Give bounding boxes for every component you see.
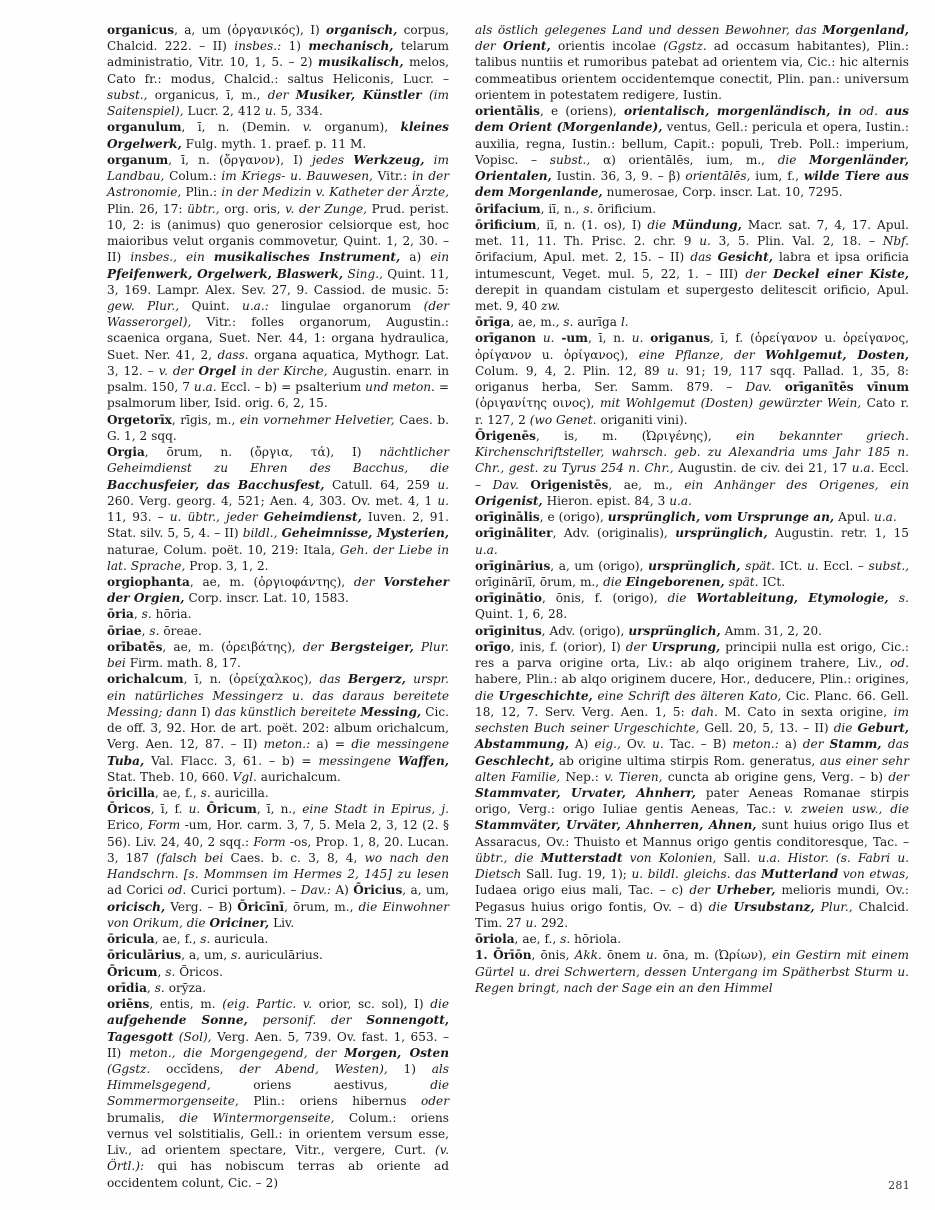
- dictionary-entry-oria: ōria, s. hōria.: [107, 607, 192, 622]
- dictionary-entry-orifacium: ōrifacium, iī, n., s. ōrificium.: [475, 201, 657, 216]
- dictionary-entry-origa: ōrīga, ae, m., s. aurīga l.: [475, 315, 629, 330]
- dictionary-entry-originarius: orīginārius, a, um (origo), ursprünglich, spät. ICt. u. Eccl. – subst., orīgināriī, ōrum, m., die Eingeborenen, spät. ICt.: [475, 558, 910, 589]
- dictionary-entry-oricilla: ōricilla, ae, f., s. auricilla.: [107, 786, 269, 801]
- dictionary-entry-organicus: organicus, a, um (ὀργανικός), I) organisch, corpus, Chalcid. 222. – II) insbes.: 1) mechanisch, telarum administratio, Vitr. 10, 1, 5. – 2) musikalisch, melos, Cato fr.: modus, Chalcid.: saltus Heliconis, Lucr. – subst., organicus, ī, m., der Musiker, Künstler (im Saitenspiel), Lucr. 2, 412 u. 5, 334.: [107, 23, 450, 119]
- dictionary-entry-orichalcum: orichalcum, ī, n. (ὀρείχαλκος), das Bergerz, urspr. ein natürliches Messingerz u. das daraus bereitete Messing; dann I) das künstlich bereitete Messing, Cic. de off. 3, 92. Hor. de art. poët. 202: album orichalcum, Verg. Aen. 12, 87. – II) meton.: a) = die messingene Tuba, Val. Flacc. 3, 61. – b) = messingene Waffen, Stat. Theb. 10, 660. Vgl. aurichalcum.: [107, 672, 450, 784]
- dictionary-entry-organulum: organulum, ī, n. (Demin. v. organum), kleines Orgelwerk, Fulg. myth. 1. praef. p. 11 M.: [107, 120, 449, 151]
- dictionary-entry-orion: 1. Ōrīōn, ōnis, Akk. ōnem u. ōna, m. (Ὠρίων), ein Gestirn mit einem Gürtel u. drei Schwertern, dessen Untergang im Spätherbst Sturm u. Regen bringt, nach der Sage ein an den Himmel: [475, 948, 909, 995]
- dictionary-entry-oriola: ōriola, ae, f., s. hōriola.: [475, 932, 622, 947]
- right-text-column: [467, 22, 934, 996]
- dictionary-entry-oricula: ōricula, ae, f., s. auricula.: [107, 932, 269, 947]
- dictionary-entry-origanon: orīganon u. -um, ī, n. u. origanus, ī, f. (ὀρείγανον u. ὀρείγανος, ὀρίγανον u. ὀρίγανος), eine Pflanze, der Wohlgemut, Dosten, Colum. 9, 4, 2. Plin. 12, 89 u. 91; 19, 117 sqq. Pallad. 1, 35, 8: origanus herba, Ser. Samm. 879. – Dav. orīganītēs vīnum (ὀριγανίτης οινος), mit Wohlgemut (Dosten) gewürzter Wein, Cato r. r. 127, 2 (wo Genet. origaniti vini).: [475, 331, 910, 427]
- dictionary-entry-oricos: Ōricos, ī, f. u. Ōricum, ī, n., eine Stadt in Epirus, j. Erico, Form -um, Hor. carm. 3, 7, 5. Mela 2, 3, 12 (2. § 56). Liv. 24, 40, 2 sqq.: Form -os, Prop. 1, 8, 20. Lucan. 3, 187 (falsch bei Caes. b. c. 3, 8, 4, wo nach den Handschrn. [s. Mommsen im Hermes 2, 145] zu lesen ad Corici od. Curici portum). – Dav.: A) Ōricius, a, um, oricisch, Verg. – B) Ōricīnī, ōrum, m., die Einwohner von Orikum, die Oriciner, Liv.: [107, 802, 450, 930]
- dictionary-entry-oricum: Ōricum, s. Ōricos.: [107, 964, 223, 979]
- dictionary-entry-oriae: ōriae, s. ōreae.: [107, 623, 202, 638]
- dictionary-entry-originaliter: orīgināliter, Adv. (originalis), ursprünglich, Augustin. retr. 1, 15 u.a.: [475, 526, 910, 557]
- dictionary-entry-originitus: orīginitus, Adv. (origo), ursprünglich, Amm. 31, 2, 20.: [475, 623, 823, 638]
- dictionary-entry-orgia: Orgia, ōrum, n. (ὄργια, τά), I) nächtlicher Geheimdienst zu Ehren des Bacchus, die Bacchusfeier, das Bacchusfest, Catull. 64, 259 u. 260. Verg. georg. 4, 521; Aen. 4, 303. Ov. met. 4, 1 u. 11, 93. – u. übtr., jeder Geheimdienst, Iuven. 2, 91. Stat. silv. 5, 5, 4. – II) bildl., Geheimnisse, Mysterien, naturae, Colum. poët. 10, 219: Itala, Geh. der Liebe in lat. Sprache, Prop. 3, 1, 2.: [107, 445, 450, 573]
- dictionary-entry-organum: organum, ī, n. (ὄργανον), I) jedes Werkzeug, im Landbau, Colum.: im Kriegs- u. Bauwesen, Vitr.: in der Astronomie, Plin.: in der Medizin v. Katheter der Ärzte, Plin. 26, 17: übtr., org. oris, v. der Zunge, Prud. perist. 10, 2: is (animus) quo generosior celsiorque est, hoc maioribus velut organis commovetur, Quint. 1, 2, 30. – II) insbes., ein musikalisches Instrument, a) ein Pfeifenwerk, Orgelwerk, Blaswerk, Sing., Quint. 11, 3, 169. Lampr. Alex. Sev. 27, 9. Cassiod. de music. 5: gew. Plur., Quint. u.a.: lingulae organorum (der Wasserorgel), Vitr.: folles organorum, Augustin.: scaenica organa, Suet. Ner. 44, 1: organa hydraulica, Suet. Ner. 41, 2, dass. organa aquatica, Mythogr. Lat. 3, 12. – v. der Orgel in der Kirche, Augustin. enarr. in psalm. 150, 7 u.a. Eccl. – b) = psalterium und meton. = psalmorum liber, Isid. orig. 6, 2, 15.: [107, 152, 450, 411]
- dictionary-entry-oricularius: ōriculārius, a, um, s. auriculārius.: [107, 948, 323, 963]
- dictionary-entry-orgetorix: Orgetorīx, rīgis, m., ein vornehmer Helvetier, Caes. b. G. 1, 2 sqq.: [107, 412, 449, 443]
- page-number: 281: [888, 1179, 910, 1192]
- dictionary-entry-oribates: orībatēs, ae, m. (ὀρειβάτης), der Bergsteiger, Plur. bei Firm. math. 8, 17.: [107, 639, 450, 671]
- dictionary-entry-origenes: Ōrigenēs, is, m. (Ὠριγένης), ein bekannter griech. Kirchenschriftsteller, wahrsch. geb. zu Alexandria ums Jahr 185 n. Chr., gest. zu Tyrus 254 n. Chr., Augustin. de civ. dei 21, 17 u.a. Eccl. – Dav. Origenistēs, ae, m., ein Anhänger des Origenes, ein Origenist, Hieron. epist. 84, 3 u.a.: [475, 428, 910, 508]
- dictionary-entry-originalis: orīginālis, e (origo), ursprünglich, vom Ursprunge an, Apul. u.a.: [475, 510, 897, 525]
- dictionary-entry-oriens-cont: als östlich gelegenes Land und dessen Bewohner, das Morgenland, der Orient, orientis incolae (Ggstz. ad occasum habitantes), Plin.: talibus nuntiis et rumoribus patebat ad orientem via, Cic.: hic alternis commeatibus orientem occidentemque conectit, Plin. pan.: universum orientem in potestatem redigere, Iustin.: [475, 23, 909, 102]
- dictionary-entry-orificium: ōrificium, iī, n. (1. os), I) die Mündung, Macr. sat. 7, 4, 17. Apul. met. 11, 11. Th. Prisc. 2. chr. 9 u. 3, 5. Plin. Val. 2, 18. – Nbf. ōrifacium, Apul. met. 2, 15. – II) das Gesicht, labra et ipsa orificia intumescunt, Veget. mul. 5, 22, 1. – III) der Deckel einer Kiste, derepit in quandam cistulam et supergesto delitescit orificio, Apul. met. 9, 40 zw.: [475, 217, 910, 313]
- dictionary-entry-oridia: orīdia, s. orȳza.: [107, 980, 207, 995]
- dictionary-entry-orgiophanta: orgiophanta, ae, m. (ὀργιοφάντης), der Vorsteher der Orgien, Corp. inscr. Lat. 10, 1583.: [107, 574, 449, 606]
- dictionary-entry-originatio: orīginātio, ōnis, f. (origo), die Wortableitung, Etymologie, s. Quint. 1, 6, 28.: [475, 591, 909, 622]
- left-text-column: [0, 22, 467, 1191]
- dictionary-entry-origo: orīgo, inis, f. (orior), I) der Ursprung, principii nulla est origo, Cic.: res a parva origine orta, Liv.: ab alqo originem trahere, Liv., od. habere, Plin.: ab alqo originem ducere, Hor., deducere, Plin.: origines, die Urgeschichte, eine Schrift des älteren Kato, Cic. Planc. 66. Gell. 18, 12, 7. Serv. Verg. Aen. 1, 5: dah. M. Cato in sexta origine, im sechsten Buch seiner Urgeschichte, Gell. 20, 5, 13. – II) die Geburt, Abstammung, A) eig., Ov. u. Tac. – B) meton.: a) der Stamm, das Geschlecht, ab origine ultima stirpis Rom. generatus, aus einer sehr alten Familie, Nep.: v. Tieren, cuncta ab origine gens, Verg. – b) der Stammvater, Urvater, Ahnherr, pater Aeneas Romanae stirpis origo, Verg.: origo Iuliae gentis Aeneas, Tac.: v. zweien usw., die Stammväter, Urväter, Ahnherren, Ahnen, sunt huius origo Ilus et Assaracus, Ov.: Thuisto et Mannus origo gentis conditoresque, Tac. – übtr., die Mutterstadt von Kolonien, Sall. u.a. Histor. (s. Fabri u. Dietsch Sall. Iug. 19, 1); u. bildl. gleichs. das Mutterland von etwas, Iudaea origo eius mali, Tac. – c) der Urheber, melioris mundi, Ov.: Pegasus huius origo fontis, Ov. – d) die Ursubstanz, Plur., Chalcid. Tim. 27 u. 292.: [475, 639, 910, 930]
- dictionary-entry-orientalis: orientālis, e (oriens), orientalisch, morgenländisch, in od. aus dem Orient (Morgenlande), ventus, Gell.: pericula et opera, Iustin.: auxilia, regna, Iustin.: bellum, Capit.: populi, Treb. Poll.: imperium, Vopisc. – subst., α) orientālēs, ium, m., die Morgenländer, Orientalen, Iustin. 36, 3, 9. – β) orientālēs, ium, f., wilde Tiere aus dem Morgenlande, numerosae, Corp. inscr. Lat. 10, 7295.: [475, 104, 909, 200]
- dictionary-entry-oriens: oriēns, entis, m. (eig. Partic. v. orior, sc. sol), I) die aufgehende Sonne, personif. der Sonnengott, Tagesgott (Sol), Verg. Aen. 5, 739. Ov. fast. 1, 653. – II) meton., die Morgengegend, der Morgen, Osten (Ggstz. occĭdens, der Abend, Westen), 1) als Himmelsgegend, oriens aestivus, die Sommermorgenseite, Plin.: oriens hibernus oder brumalis, die Wintermorgenseite, Colum.: oriens vernus vel solstitialis, Gell.: in orientem versum esse, Liv., ad orientem spectare, Vitr., vergere, Curt. (v. Örtl.): qui has nobiscum terras ab oriente ad occidentem colunt, Cic. – 2): [107, 997, 450, 1190]
